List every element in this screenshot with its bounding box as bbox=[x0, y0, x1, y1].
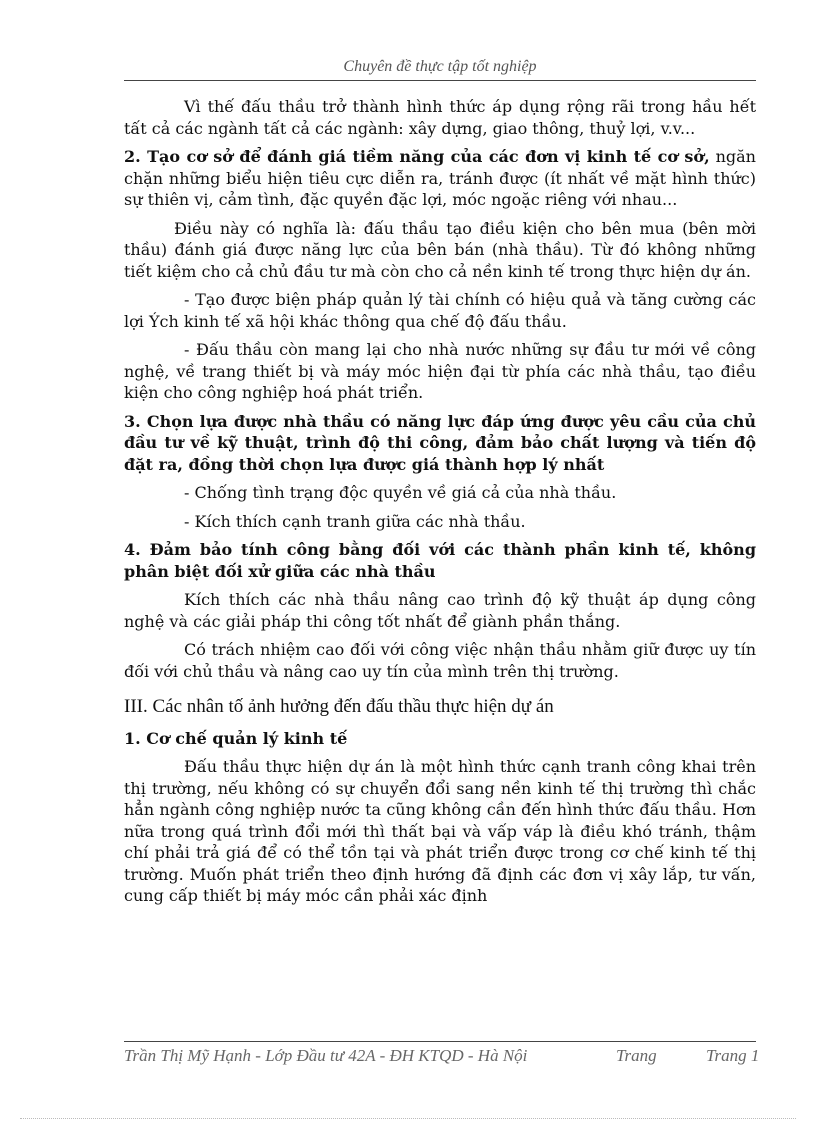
paragraph: Vì thế đấu thầu trở thành hình thức áp dụng rộng rãi trong hầu hết tất cả các ngành tất cả các ngành: xây dựng, giao thông, thuỷ lợi, v.v... bbox=[124, 97, 756, 138]
heading-continuation: ngăn chặn những biểu hiện tiêu cực diễn ra, tránh được (ít nhất về mặt hình thức) sự thiên vị, cảm tình, đặc quyền đặc lợi, móc ngoặc riêng với nhau... bbox=[124, 147, 756, 209]
section-heading: III. Các nhân tố ảnh hưởng đến đấu thầu thực hiện dự án bbox=[124, 696, 554, 717]
numbered-point-2 bbox=[124, 146, 756, 211]
numbered-heading-4: 4. Đảm bảo tính công bằng đối với các thành phần kinh tế, không phân biệt đối xử giữa các nhà thầu bbox=[124, 540, 756, 581]
footer-divider bbox=[124, 1041, 756, 1042]
bullet-paragraph: - Tạo được biện pháp quản lý tài chính có hiệu quả và tăng cường các lợi Ých kinh tế xã hội khác thông qua chế độ đấu thầu. bbox=[124, 290, 756, 331]
paragraph: Điều này có nghĩa là: đấu thầu tạo điều kiện cho bên mua (bên mời thầu) đánh giá được năng lực của bên bán (nhà thầu). Từ đó không những tiết kiệm cho cả chủ đầu tư mà còn cho cả nền kinh tế trong thực hiện dự án. bbox=[124, 218, 756, 281]
paragraph: Có trách nhiệm cao đối với công việc nhận thầu nhằm giữ được uy tín đối với chủ thầu và nâng cao uy tín của mình trên thị trường. bbox=[124, 640, 756, 681]
header-divider bbox=[124, 80, 756, 81]
bullet-paragraph: - Kích thích cạnh tranh giữa các nhà thầu. bbox=[184, 511, 526, 531]
subsection-heading: 1. Cơ chế quản lý kinh tế bbox=[124, 728, 348, 748]
footer-author: Trần Thị Mỹ Hạnh - Lớp Đầu tư 42A - ĐH KTQD - Hà Nội bbox=[124, 1046, 528, 1065]
bullet-paragraph: - Chống tình trạng độc quyền về giá cả của nhà thầu. bbox=[184, 483, 617, 502]
numbered-heading-3: 3. Chọn lựa được nhà thầu có năng lực đáp ứng được yêu cầu của chủ đầu tư về kỹ thuật, trình độ thi công, đảm bảo chất lượng và tiến độ đặt ra, đồng thời chọn lựa được giá thành hợp lý nhất bbox=[124, 411, 756, 474]
page-footer bbox=[124, 1046, 784, 1066]
page-header: Chuyên đề thực tập tốt nghiệp bbox=[343, 58, 537, 75]
page-bottom-edge bbox=[20, 1118, 796, 1119]
footer-page-label: Trang bbox=[616, 1046, 657, 1065]
footer-page-number: Trang 1 bbox=[706, 1046, 760, 1065]
document-body bbox=[124, 96, 756, 914]
paragraph: Kích thích các nhà thầu nâng cao trình độ kỹ thuật áp dụng công nghệ và các giải pháp thi công tốt nhất để giành phần thắng. bbox=[124, 590, 756, 631]
heading-bold: 2. Tạo cơ sở để đánh giá tiềm năng của các đơn vị kinh tế cơ sở, bbox=[124, 147, 710, 166]
paragraph: Đấu thầu thực hiện dự án là một hình thức cạnh tranh công khai trên thị trường, nếu không có sự chuyển đổi sang nền kinh tế thị trường thì chắc hẳn ngành công nghiệp nước ta cũng không cần đến hình thức đấu thầu. Hơn nữa trong quá trình đổi mới thì thất bại và vấp váp là điều khó tránh, thậm chí phải trả giá để có thể tồn tại và phát triển được trong cơ chế kinh tế thị trường. Muốn phát triển theo định hướng đã định các đơn vị xây lắp, tư vấn, cung cấp thiết bị máy móc cần phải xác định bbox=[124, 757, 756, 905]
bullet-paragraph: - Đấu thầu còn mang lại cho nhà nước những sự đầu tư mới về công nghệ, về trang thiết bị và máy móc hiện đại từ phía các nhà thầu, tạo điều kiện cho công nghiệp hoá phát triển. bbox=[124, 340, 756, 402]
